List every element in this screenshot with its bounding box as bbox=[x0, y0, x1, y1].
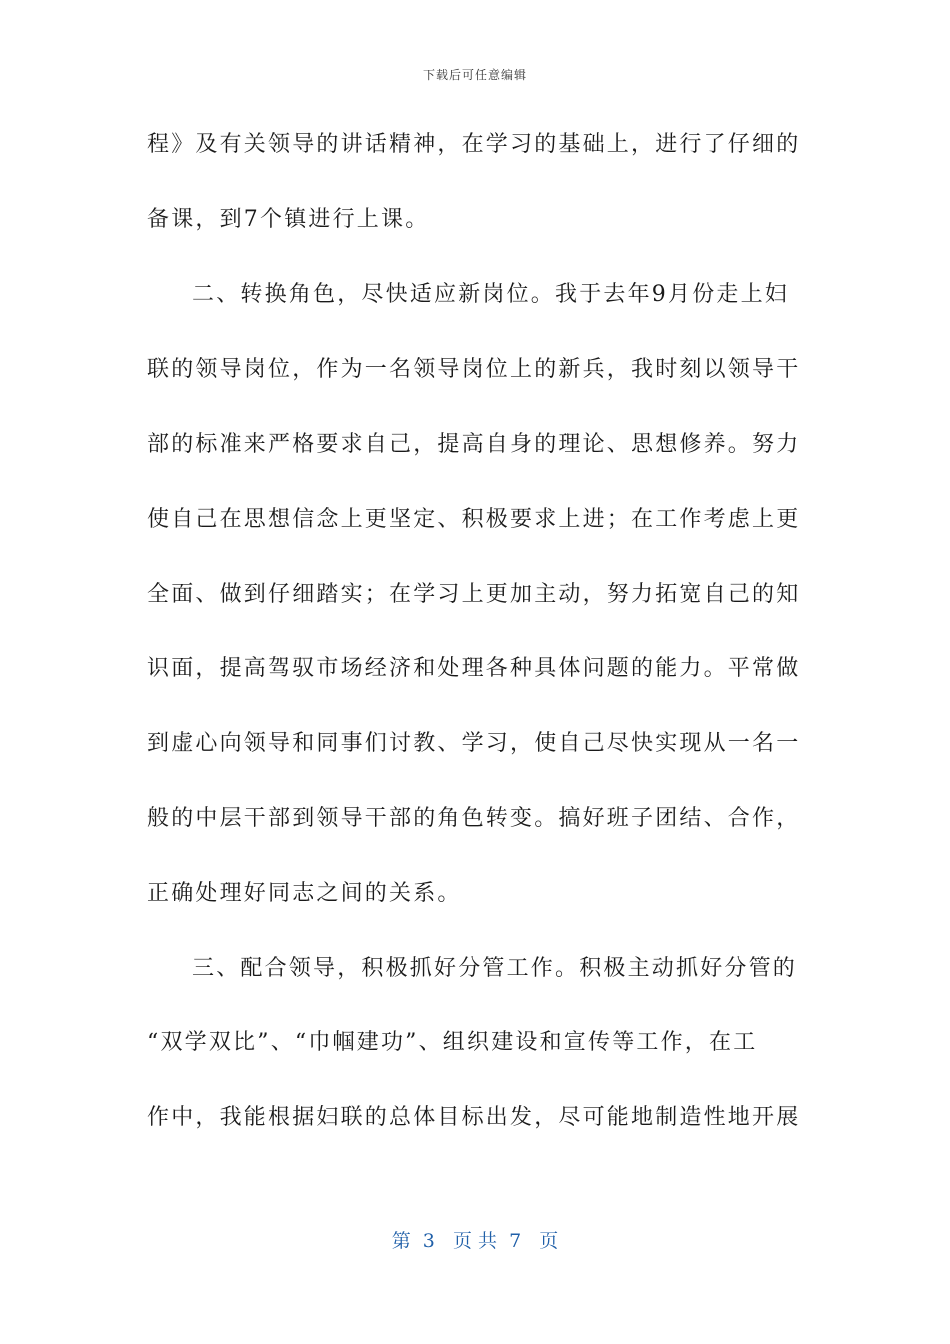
text-line: 识面，提高驾驭市场经济和处理各种具体问题的能力。平常做 bbox=[147, 656, 801, 681]
text-line: 二、转换角色，尽快适应新岗位。我于去年9月份走上妇 bbox=[192, 282, 789, 307]
text-line: 三、配合领导，积极抓好分管工作。积极主动抓好分管的 bbox=[192, 956, 798, 981]
text-line: 正确处理好同志之间的关系。 bbox=[147, 881, 462, 906]
text-line: 般的中层干部到领导干部的角色转变。搞好班子团结、合作， bbox=[147, 806, 801, 831]
page-number: 第 3 页 共 7 页 bbox=[391, 1230, 559, 1252]
text-line: 使自己在思想信念上更坚定、积极要求上进；在工作考虑上更 bbox=[147, 507, 801, 532]
text-line: 备课，到7个镇进行上课。 bbox=[147, 207, 430, 232]
text-line: 联的领导岗位，作为一名领导岗位上的新兵，我时刻以领导干 bbox=[147, 357, 801, 382]
text-line: 作中，我能根据妇联的总体目标出发，尽可能地制造性地开展 bbox=[147, 1105, 801, 1130]
text-line: “双学双比”、“巾帼建功”、组织建设和宣传等工作，在工 bbox=[147, 1030, 758, 1055]
text-line: 部的标准来严格要求自己，提高自身的理论、思想修养。努力 bbox=[147, 432, 801, 457]
download-note: 下载后可任意编辑 bbox=[422, 68, 527, 82]
text-line: 全面、做到仔细踏实；在学习上更加主动，努力拓宽自己的知 bbox=[147, 582, 801, 607]
text-line: 到虚心向领导和同事们讨教、学习，使自己尽快实现从一名一 bbox=[147, 731, 801, 756]
text-line: 程》及有关领导的讲话精神，在学习的基础上，进行了仔细的 bbox=[147, 132, 801, 157]
